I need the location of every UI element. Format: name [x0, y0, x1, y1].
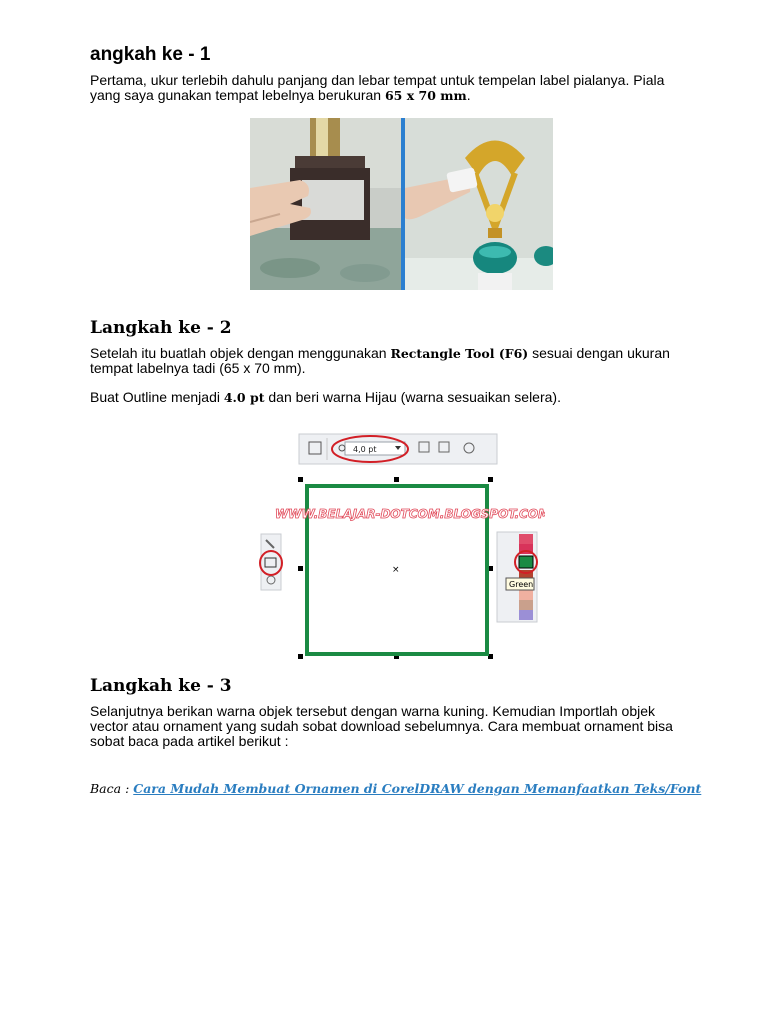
baca-line — [90, 781, 701, 796]
outline-value-bold: 4.0 pt — [223, 390, 265, 405]
center-mark: × — [392, 565, 400, 575]
step-3-heading: Langkah ke - 3 — [90, 676, 232, 696]
step-2-heading: Langkah ke - 2 — [90, 318, 232, 338]
step-2-paragraph-1: Setelah itu buatlah objek dengan menggunakan Rectangle Tool (F6) sesuai dengan ukuran tempat labelnya tadi (65 x 70 mm). — [90, 345, 670, 376]
step-1-paragraph: Pertama, ukur terlebih dahulu panjang dan lebar tempat untuk tempelan label pialanya. Piala yang saya gunakan tempat lebelnya berukuran 65 x 70 mm. — [90, 72, 665, 103]
baca-link[interactable]: Cara Mudah Membuat Ornamen di CorelDRAW dengan Memanfaatkan Teks/Font — [133, 781, 702, 796]
swatch-tooltip: Green — [509, 580, 534, 589]
coreldraw-screenshot — [255, 430, 545, 666]
outline-width-value: 4,0 pt — [353, 445, 377, 454]
green-swatch — [519, 556, 533, 568]
label-size-bold: 65 x 70 mm — [384, 88, 467, 103]
watermark: WWW.BELAJAR-DOTCOM.BLOGSPOT.COM — [275, 507, 545, 521]
trophy-photo — [250, 118, 553, 290]
step-3-paragraph: Selanjutnya berikan warna objek tersebut dengan warna kuning. Kemudian Importlah objek vector atau ornament yang sudah sobat download sebelumnya. Cara membuat ornament bisa sobat baca pada artikel berikut : — [90, 703, 673, 749]
step-2-paragraph-2: Buat Outline menjadi 4.0 pt dan beri warna Hijau (warna sesuaikan selera). — [90, 389, 561, 405]
baca-label: Baca : — [90, 781, 134, 796]
step-1-heading: angkah ke - 1 — [90, 44, 211, 65]
rectangle-tool-bold: Rectangle Tool (F6) — [390, 346, 529, 361]
